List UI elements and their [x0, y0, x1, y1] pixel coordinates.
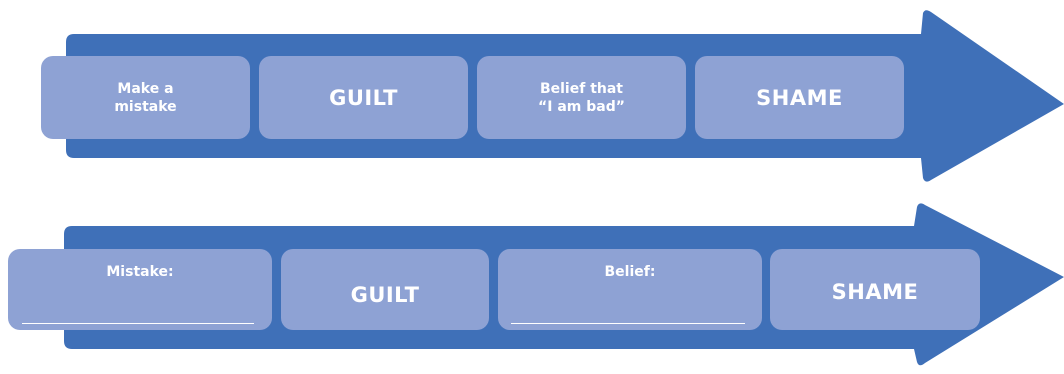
step-belief-fill-label: Belief:	[604, 264, 656, 280]
step-make-mistake-label: Make a mistake	[114, 80, 177, 115]
belief-blank-line	[511, 323, 745, 324]
mistake-blank-line	[22, 323, 254, 324]
step-shame-2-label: SHAME	[831, 279, 919, 304]
step-guilt	[259, 56, 468, 139]
step-shame-2	[770, 249, 980, 330]
step-belief-i-am-bad	[477, 56, 686, 139]
step-guilt-2	[281, 249, 489, 330]
step-make-mistake	[41, 56, 250, 139]
step-guilt-2-label: GUILT	[350, 282, 420, 307]
step-guilt-label: GUILT	[329, 85, 398, 110]
step-mistake-fill-label: Mistake:	[106, 264, 174, 280]
step-belief-label: Belief that “I am bad”	[538, 80, 625, 115]
step-shame-label: SHAME	[756, 85, 843, 110]
step-shame	[695, 56, 904, 139]
step-belief-fill-in	[498, 249, 762, 330]
step-mistake-fill-in	[8, 249, 272, 330]
